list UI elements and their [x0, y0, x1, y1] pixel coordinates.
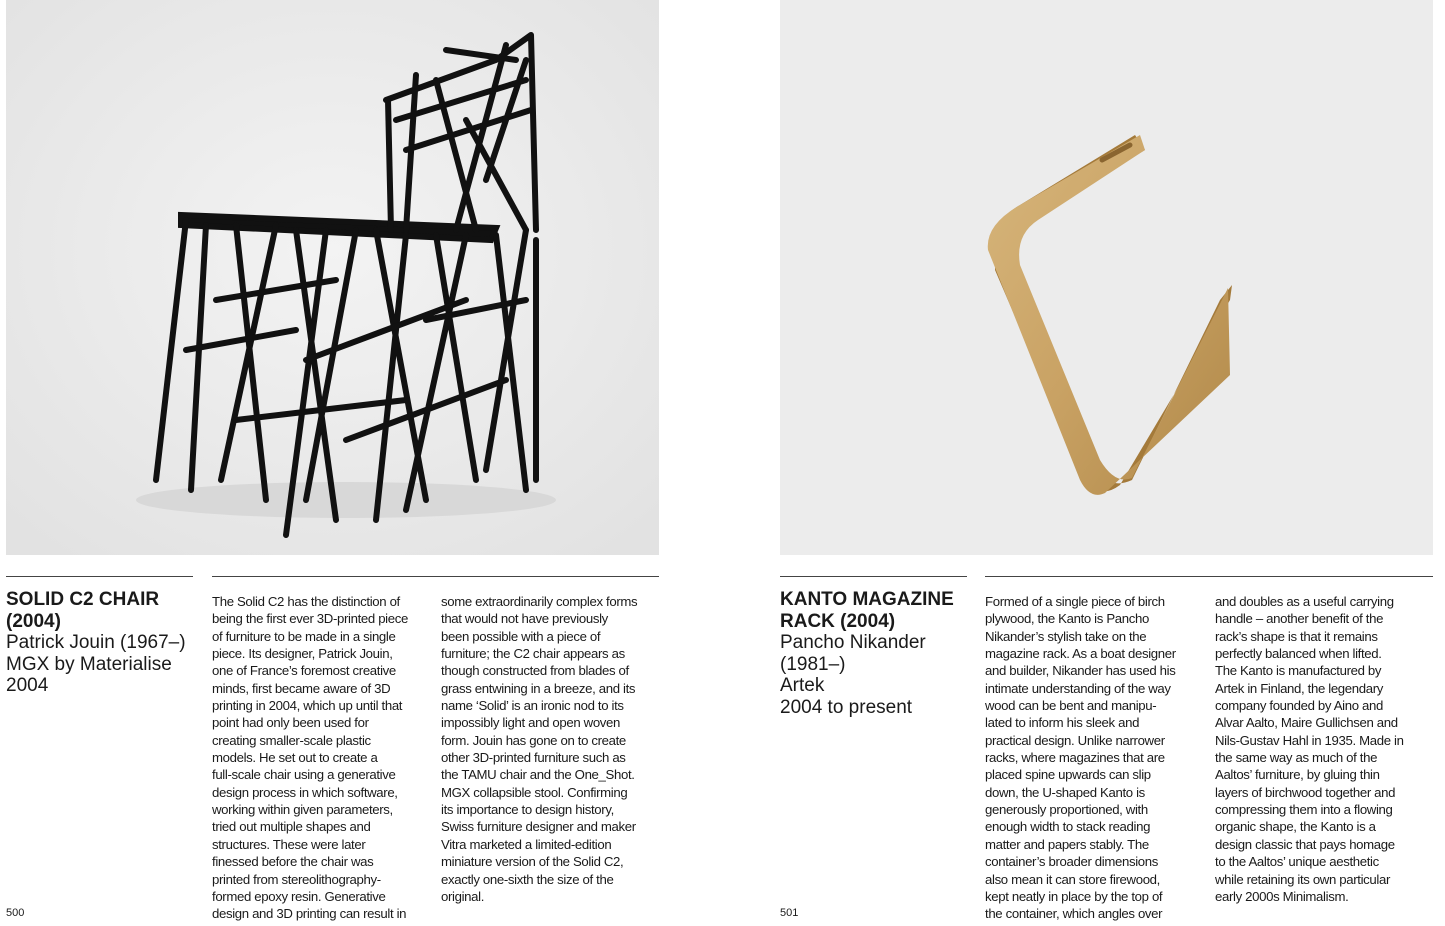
body-text-line: Formed of a single piece of birch	[985, 594, 1165, 609]
left-title-rule	[6, 576, 193, 577]
body-text-line: of furniture to be made in a single	[212, 628, 396, 644]
body-text-line: kept neatly in place by the top of	[985, 888, 1163, 904]
body-text-line: design classic that pays homage	[1215, 836, 1395, 852]
entry-title-line: (2004)	[6, 610, 61, 632]
body-text-line: formed epoxy resin. Generative	[212, 888, 386, 904]
right-body-column-1	[985, 593, 1176, 923]
body-text-line: company founded by Aino and	[1215, 698, 1383, 714]
body-text-line: to the Aaltos’ unique aesthetic	[1215, 854, 1379, 870]
right-body-rule	[985, 576, 1433, 577]
entry-meta-line: 2004 to present	[780, 696, 913, 718]
body-text-line: layers of birchwood together and	[1215, 784, 1396, 800]
body-text-line: rack’s shape is that it remains	[1215, 628, 1378, 644]
body-text-line: name ‘Solid’ is an ironic nod to its	[441, 698, 624, 714]
solid-c2-chair-photo	[6, 0, 659, 555]
entry-meta-line: (1981–)	[780, 653, 846, 675]
body-text-line: point had only been used for	[212, 715, 369, 731]
body-text-line: plywood, the Kanto is Pancho	[985, 611, 1149, 627]
body-text-line: though constructed from blades of	[441, 663, 629, 679]
body-text-line: creating smaller-scale plastic	[212, 732, 371, 748]
body-text-line: printing in 2004, which up until that	[212, 698, 403, 714]
page-number-right: 501	[780, 907, 799, 919]
body-text-line: furniture; the C2 chair appears as	[441, 646, 625, 662]
body-text-line: structures. These were later	[212, 836, 366, 852]
body-text-line: miniature version of the Solid C2,	[441, 854, 624, 870]
body-text-line: perfectly balanced when lifted.	[1215, 646, 1382, 662]
body-text-line: racks, where magazines that are	[985, 750, 1165, 766]
left-body-column-1	[212, 593, 408, 923]
kanto-magazine-rack-photo	[780, 0, 1433, 555]
body-text-line: Nils-Gustav Hahl in 1935. Made in	[1215, 732, 1404, 748]
body-text-line: while retaining its own particular	[1215, 871, 1391, 887]
body-text-line: also mean it can store firewood,	[985, 871, 1160, 887]
body-text-line: Nikander’s stylish take on the	[985, 628, 1147, 644]
body-text-line: Alvar Aalto, Maire Gullichsen and	[1215, 715, 1398, 731]
left-entry-heading	[6, 589, 186, 697]
body-text-line: printed from stereolithography-	[212, 871, 381, 887]
entry-meta-line: MGX by Materialise	[6, 653, 172, 675]
body-text-line: handle – another benefit of the	[1215, 611, 1384, 627]
body-text-line: exactly one-sixth the size of the	[441, 871, 614, 887]
entry-meta-line: Pancho Nikander	[780, 632, 926, 653]
body-text-line: magazine rack. As a boat designer	[985, 646, 1176, 662]
body-text-line: Vitra marketed a limited-edition	[441, 836, 612, 852]
body-text-line: MGX collapsible stool. Confirming	[441, 784, 628, 800]
body-text-line: working within given parameters,	[212, 802, 393, 818]
body-text-line: The Kanto is manufactured by	[1215, 663, 1382, 679]
right-title-rule	[780, 576, 967, 577]
left-body-rule	[212, 576, 659, 577]
right-body-column-2	[1215, 593, 1404, 905]
body-text-line: been possible with a piece of	[441, 628, 601, 644]
body-text-line: some extraordinarily complex forms	[441, 594, 638, 609]
body-text-line: the container, which angles over	[985, 906, 1163, 922]
body-text-line: The Solid C2 has the distinction of	[212, 594, 400, 609]
body-text-line: Aaltos’ furniture, by gluing thin	[1215, 767, 1380, 783]
body-text-line: matter and papers stably. The	[985, 836, 1149, 852]
body-text-line: organic shape, the Kanto is a	[1215, 819, 1376, 835]
body-text-line: lated to inform his sleek and	[985, 715, 1140, 731]
body-text-line: intimate understanding of the way	[985, 680, 1171, 696]
body-text-line: container’s broader dimensions	[985, 854, 1159, 870]
body-text-line: full-scale chair using a generative	[212, 767, 396, 783]
body-text-line: that would not have previously	[441, 611, 608, 627]
body-text-line: early 2000s Minimalism.	[1215, 888, 1349, 904]
body-text-line: original.	[441, 888, 485, 904]
body-text-line: design process in which software,	[212, 784, 398, 800]
body-text-line: the TAMU chair and the One_Shot.	[441, 767, 635, 783]
body-text-line: tried out multiple shapes and	[212, 819, 371, 835]
body-text-line: practical design. Unlike narrower	[985, 732, 1165, 748]
body-text-line: minds, first became aware of 3D	[212, 680, 391, 696]
body-text-line: being the first ever 3D-printed piece	[212, 611, 408, 627]
body-text-line: piece. Its designer, Patrick Jouin,	[212, 646, 393, 662]
right-entry-heading	[780, 589, 954, 718]
body-text-line: Artek in Finland, the legendary	[1215, 680, 1384, 696]
body-text-line: models. He set out to create a	[212, 750, 378, 766]
body-text-line: grass entwining in a breeze, and its	[441, 680, 636, 696]
entry-title-line: KANTO MAGAZINE	[780, 589, 954, 610]
body-text-line: wood can be bent and manipu-	[985, 698, 1157, 714]
entry-title-line: SOLID C2 CHAIR	[6, 589, 160, 610]
entry-title-line: RACK (2004)	[780, 610, 896, 632]
body-text-line: one of France’s foremost creative	[212, 663, 396, 679]
entry-meta-line: 2004	[6, 675, 49, 696]
entry-meta-line: Artek	[780, 675, 825, 696]
body-text-line: Swiss furniture designer and maker	[441, 819, 636, 835]
body-text-line: impossibly light and open woven	[441, 715, 621, 731]
body-text-line: design and 3D printing can result in	[212, 906, 407, 922]
body-text-line: form. Jouin has gone on to create	[441, 732, 626, 748]
body-text-line: generously proportioned, with	[985, 802, 1148, 818]
body-text-line: compressing them into a flowing	[1215, 802, 1393, 818]
left-body-column-2	[441, 593, 637, 905]
entry-meta-line: Patrick Jouin (1967–)	[6, 632, 186, 653]
body-text-line: other 3D-printed furniture such as	[441, 750, 626, 766]
body-text-line: its importance to design history,	[441, 802, 614, 818]
body-text-line: placed spine upwards can slip	[985, 767, 1151, 783]
body-text-line: and builder, Nikander has used his	[985, 663, 1176, 679]
body-text-line: down, the U-shaped Kanto is	[985, 784, 1145, 800]
body-text-line: the same way as much of the	[1215, 750, 1378, 766]
body-text-line: enough width to stack reading	[985, 819, 1151, 835]
body-text-line: and doubles as a useful carrying	[1215, 594, 1394, 609]
page-number-left: 500	[6, 907, 25, 919]
body-text-line: finessed before the chair was	[212, 854, 374, 870]
